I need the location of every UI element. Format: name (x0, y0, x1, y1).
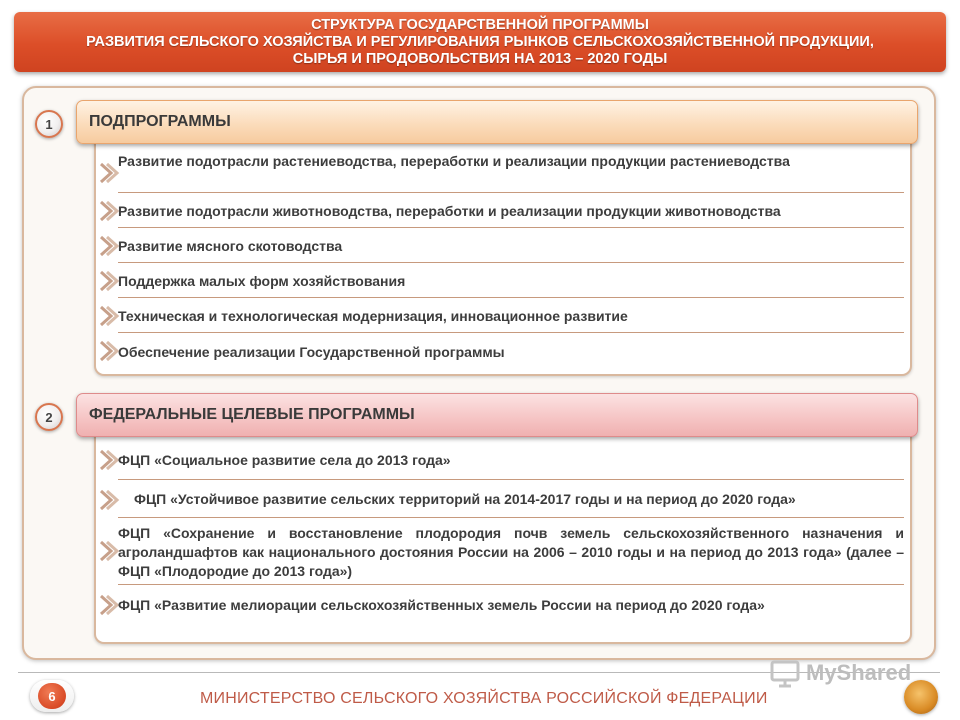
section-1-number: 1 (35, 110, 63, 138)
divider (118, 192, 904, 193)
ministry-name: МИНИСТЕРСТВО СЕЛЬСКОГО ХОЗЯЙСТВА РОССИЙСКОЙ ФЕДЕРАЦИИ (200, 690, 768, 707)
presentation-icon (770, 660, 800, 688)
title-line-3: СЫРЬЯ И ПРОДОВОЛЬСТВИЯ НА 2013 – 2020 ГОДЫ (292, 51, 668, 67)
subprogram-item: Развитие подотрасли животноводства, переработки и реализации продукции животноводства (118, 203, 781, 219)
chevron-right-icon (98, 270, 120, 292)
footer-divider (18, 672, 940, 673)
chevron-right-icon (98, 594, 120, 616)
divider (118, 227, 904, 228)
chevron-right-icon (98, 540, 120, 562)
subprogram-item: Развитие подотрасли растениеводства, переработки и реализации продукции растениеводства (118, 153, 790, 169)
chevron-right-icon (98, 449, 120, 471)
section-2-number: 2 (35, 403, 63, 431)
section-2-title: ФЕДЕРАЛЬНЫЕ ЦЕЛЕВЫЕ ПРОГРАММЫ (89, 406, 415, 423)
section-1-title: ПОДПРОГРАММЫ (89, 113, 231, 130)
section-2-header (76, 393, 918, 437)
fcp-item: ФЦП «Социальное развитие села до 2013 года» (118, 452, 451, 468)
divider (118, 479, 904, 480)
divider (118, 332, 904, 333)
fcp-item: ФЦП «Устойчивое развитие сельских территорий на 2014-2017 годы и на период до 2020 года» (134, 491, 796, 507)
chevron-right-icon (98, 489, 120, 511)
divider (118, 584, 904, 585)
page-number: 6 (38, 683, 66, 709)
subprogram-item: Развитие мясного скотоводства (118, 238, 343, 254)
divider (118, 517, 904, 518)
title-line-1: СТРУКТУРА ГОСУДАРСТВЕННОЙ ПРОГРАММЫ (311, 17, 649, 33)
fcp-item: ФЦП «Развитие мелиорации сельскохозяйственных земель России на период до 2020 года» (118, 597, 765, 613)
chevron-right-icon (98, 340, 120, 362)
fcp-item: ФЦП «Сохранение и восстановление плодородия почв земель сельскохозяйственного назначения и агроландшафтов как национального достояния России на 2006 – 2010 годы и на период до 2013 года» (далее – ФЦП «Плодородие до 2013 года») (118, 525, 904, 579)
subprogram-item: Техническая и технологическая модернизация, инновационное развитие (118, 308, 628, 324)
divider (118, 297, 904, 298)
ministry-emblem-icon (904, 680, 938, 714)
watermark-text: MyShared (806, 660, 912, 685)
chevron-right-icon (98, 162, 120, 184)
chevron-right-icon (98, 200, 120, 222)
subprogram-item: Обеспечение реализации Государственной программы (118, 344, 505, 360)
page-number-badge (30, 680, 74, 712)
subprogram-item: Поддержка малых форм хозяйствования (118, 273, 406, 289)
chevron-right-icon (98, 235, 120, 257)
slide-title-banner (14, 12, 946, 72)
chevron-right-icon (98, 305, 120, 327)
section-1-header (76, 100, 918, 144)
section-1-panel (94, 140, 912, 376)
divider (118, 262, 904, 263)
title-line-2: РАЗВИТИЯ СЕЛЬСКОГО ХОЗЯЙСТВА И РЕГУЛИРОВАНИЯ РЫНКОВ СЕЛЬСКОХОЗЯЙСТВЕННОЙ ПРОДУКЦИИ, (86, 34, 874, 50)
